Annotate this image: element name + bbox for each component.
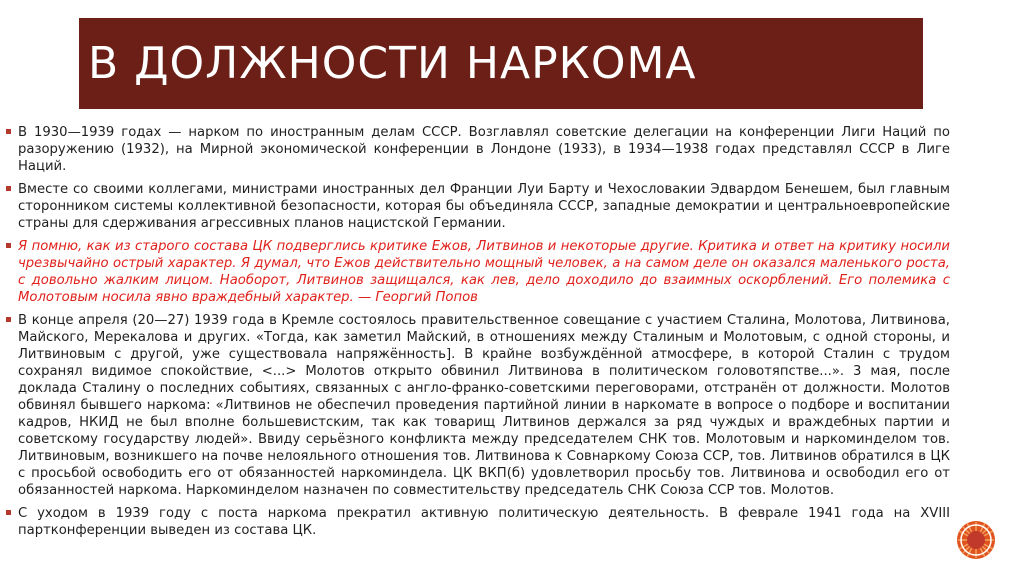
bullet-marker-icon [6, 186, 11, 191]
bullet-text: В 1930—1939 годах — нарком по иностранным делам СССР. Возглавлял советские делегации на конференции Лиги Наций по разоружению (1932), на Мирной экономической конференции в Лондоне (1933), в 1934—1938 годах представлял СССР в Лиге Наций. [18, 125, 950, 174]
bullet-item [18, 505, 950, 539]
orange-sunburst-icon [956, 520, 996, 560]
title-bar [79, 18, 923, 109]
bullet-marker-icon [6, 317, 11, 322]
bullet-item [18, 181, 950, 232]
slide-content [18, 124, 950, 545]
bullet-text: С уходом в 1939 году с поста наркома прекратил активную политическую деятельность. В феврале 1941 года на XVIII партконференции выведен из состава ЦК. [18, 506, 950, 538]
quote-text: Я помню, как из старого состава ЦК подверглись критике Ежов, Литвинов и некоторые другие. Критика и ответ на критику носили чрезвычайно острый характер. Я думал, что Ежов действительно мощный человек, а на самом деле он оказался маленького роста, с довольно жалким лицом. Наоборот, Литвинов защищался, как лев, дело доходило до взаимных оскорблений. Его полемика с Молотовым носила явно враждебный характер. — Георгий Попов [18, 239, 950, 305]
bullet-text: В конце апреля (20—27) 1939 года в Кремле состоялось правительственное совещание с участием Сталина, Молотова, Литвинова, Майского, Мерекалова и других. «Тогда, как заметил Майский, в отношениях между Сталиным и Молотовым, с одной стороны, и Литвиновым с другой, уже существовала напряжённость]. В крайне возбуждённой атмосфере, в которой Сталин с трудом сохранял видимое спокойствие, <...> Молотов открыто обвинил Литвинова в политическом головотяпстве...». 3 мая, после доклада Сталину о последних событиях, связанных с англо-франко-советскими переговорами, отстранён от должности. Молотов обвинял бывшего наркома: «Литвинов не обеспечил проведения партийной линии в наркомате в вопросе о подборе и воспитании кадров, НКИД не был вполне большевистским, так как товарищ Литвинов держался за ряд чуждых и враждебных партии и советскому государству людей». Ввиду серьёзного конфликта между председателем СНК тов. Молотовым и наркоминделом тов. Литвиновым, возникшего на почве нелояльного отношения тов. Литвинова к Совнаркому Союза ССР, тов. Литвинов обратился в ЦК с просьбой освободить его от обязанностей наркоминдела. ЦК ВКП(б) удовлетворил просьбу тов. Литвинова и освободил его от обязанностей наркома. Наркоминделом назначен по совместительству председатель СНК Союза ССР тов. Молотов. [18, 313, 950, 498]
quote-bullet-item [18, 238, 950, 306]
bullet-item [18, 312, 950, 499]
bullet-marker-icon [6, 510, 11, 515]
bullet-item [18, 124, 950, 175]
bullet-marker-icon [6, 243, 11, 248]
slide-title: В ДОЛЖНОСТИ НАРКОМА [88, 38, 697, 89]
bullet-marker-icon [6, 129, 11, 134]
bullet-text: Вместе со своими коллегами, министрами иностранных дел Франции Луи Барту и Чехословакии Эдвардом Бенешем, был главным сторонником системы коллективной безопасности, которая бы объединяла СССР, западные демократии и центральноевропейские страны для сдерживания агрессивных планов нацистской Германии. [18, 182, 950, 231]
